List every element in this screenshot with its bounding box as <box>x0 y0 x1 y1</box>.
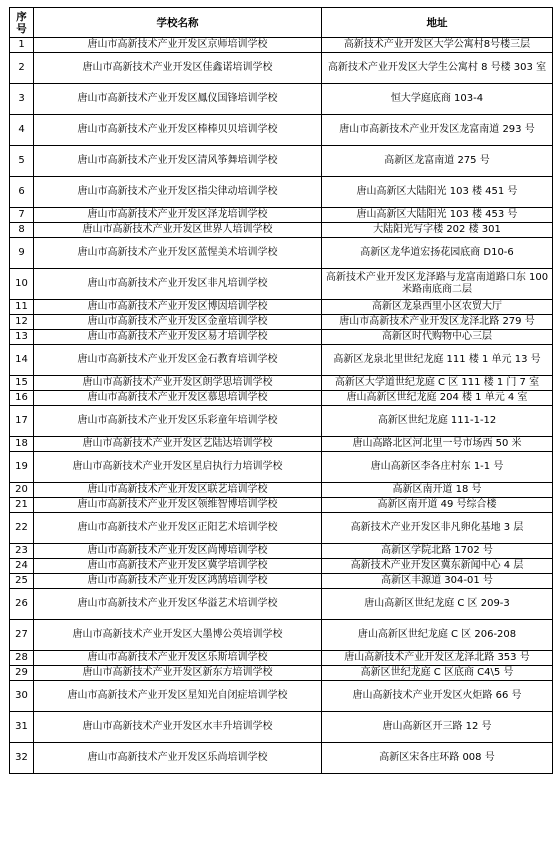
school-name-cell: 唐山市高新技术产业开发区乐斯培训学校 <box>34 651 322 666</box>
address-cell: 唐山高新区李各庄村东 1-1 号 <box>322 452 553 483</box>
row-number: 4 <box>10 115 34 146</box>
row-number: 2 <box>10 53 34 84</box>
table-row <box>10 53 553 84</box>
address-cell: 高新区大学道世纪龙庭 C 区 111 楼 1 门 7 室 <box>322 376 553 391</box>
header-no: 序号 <box>10 8 34 38</box>
school-name-cell: 唐山市高新技术产业开发区朗学思培训学校 <box>34 376 322 391</box>
row-number: 22 <box>10 513 34 544</box>
row-number: 10 <box>10 269 34 300</box>
school-name-cell: 唐山市高新技术产业开发区慕思培训学校 <box>34 391 322 406</box>
address-cell: 唐山市高新技术产业开发区龙富南道 293 号 <box>322 115 553 146</box>
school-name-cell: 唐山市高新技术产业开发区星启执行力培训学校 <box>34 452 322 483</box>
school-name-cell: 唐山市高新技术产业开发区正阳艺术培训学校 <box>34 513 322 544</box>
school-name-cell: 唐山市高新技术产业开发区水丰升培训学校 <box>34 712 322 743</box>
row-number: 11 <box>10 300 34 315</box>
table-row <box>10 146 553 177</box>
school-name-cell: 唐山市高新技术产业开发区乐尚培训学校 <box>34 743 322 774</box>
address-cell: 高新区丰源道 304-01 号 <box>322 574 553 589</box>
row-number: 28 <box>10 651 34 666</box>
address-cell: 高新技术产业开发区龙泽路与龙富南道路口东 100 米路南底商二层 <box>322 269 553 300</box>
address-cell: 高新区南开道 18 号 <box>322 483 553 498</box>
table-row <box>10 269 553 300</box>
row-number: 9 <box>10 238 34 269</box>
school-name-cell: 唐山市高新技术产业开发区京师培训学校 <box>34 38 322 53</box>
row-number: 7 <box>10 208 34 223</box>
table-row <box>10 712 553 743</box>
address-cell: 恒大学庭底商 103-4 <box>322 84 553 115</box>
school-name-cell: 唐山市高新技术产业开发区金石教育培训学校 <box>34 345 322 376</box>
table-row <box>10 300 553 315</box>
school-name-cell: 唐山市高新技术产业开发区冀学培训学校 <box>34 559 322 574</box>
table-row <box>10 544 553 559</box>
table-row <box>10 376 553 391</box>
school-name-cell: 唐山市高新技术产业开发区领维智博培训学校 <box>34 498 322 513</box>
address-cell: 唐山高新技术产业开发区龙泽北路 353 号 <box>322 651 553 666</box>
school-name-cell: 唐山市高新技术产业开发区棒棒贝贝培训学校 <box>34 115 322 146</box>
address-cell: 高新区学院北路 1702 号 <box>322 544 553 559</box>
school-name-cell: 唐山市高新技术产业开发区乐彩童年培训学校 <box>34 406 322 437</box>
school-name-cell: 唐山市高新技术产业开发区博因培训学校 <box>34 300 322 315</box>
table-row <box>10 483 553 498</box>
table-row <box>10 743 553 774</box>
school-name-cell: 唐山市高新技术产业开发区非凡培训学校 <box>34 269 322 300</box>
school-name-cell: 唐山市高新技术产业开发区尚博培训学校 <box>34 544 322 559</box>
school-name-cell: 唐山市高新技术产业开发区新东方培训学校 <box>34 666 322 681</box>
table-row <box>10 330 553 345</box>
address-cell: 唐山高路北区河北里一号市场西 50 米 <box>322 437 553 452</box>
school-name-cell: 唐山市高新技术产业开发区蓝惺美术培训学校 <box>34 238 322 269</box>
row-number: 27 <box>10 620 34 651</box>
school-name-cell: 唐山市高新技术产业开发区鸿鹄培训学校 <box>34 574 322 589</box>
row-number: 3 <box>10 84 34 115</box>
address-cell: 唐山高新区世纪龙庭 204 楼 1 单元 4 室 <box>322 391 553 406</box>
address-cell: 高新区世纪龙庭 C 区底商 C4\5 号 <box>322 666 553 681</box>
table-row <box>10 559 553 574</box>
row-number: 24 <box>10 559 34 574</box>
address-cell: 高新区世纪龙庭 111-1-12 <box>322 406 553 437</box>
table-header-row <box>10 8 553 38</box>
address-cell: 唐山高新技术产业开发区火炬路 66 号 <box>322 681 553 712</box>
school-name-cell: 唐山市高新技术产业开发区易才培训学校 <box>34 330 322 345</box>
table-row <box>10 620 553 651</box>
row-number: 15 <box>10 376 34 391</box>
row-number: 18 <box>10 437 34 452</box>
address-cell: 高新区龙富南道 275 号 <box>322 146 553 177</box>
address-cell: 高新区龙泉北里世纪龙庭 111 楼 1 单元 13 号 <box>322 345 553 376</box>
table-row <box>10 391 553 406</box>
school-name-cell: 唐山市高新技术产业开发区佳鑫诺培训学校 <box>34 53 322 84</box>
row-number: 32 <box>10 743 34 774</box>
table-row <box>10 223 553 238</box>
address-cell: 唐山高新区开三路 12 号 <box>322 712 553 743</box>
row-number: 12 <box>10 315 34 330</box>
row-number: 26 <box>10 589 34 620</box>
row-number: 13 <box>10 330 34 345</box>
table-row <box>10 345 553 376</box>
school-table <box>9 7 553 774</box>
row-number: 23 <box>10 544 34 559</box>
table-row <box>10 38 553 53</box>
table-row <box>10 574 553 589</box>
school-name-cell: 唐山市高新技术产业开发区清风筝舞培训学校 <box>34 146 322 177</box>
address-cell: 高新技术产业开发区大学公寓村8号楼三层 <box>322 38 553 53</box>
row-number: 25 <box>10 574 34 589</box>
row-number: 31 <box>10 712 34 743</box>
row-number: 29 <box>10 666 34 681</box>
address-cell: 高新技术产业开发区大学生公寓村 8 号楼 303 室 <box>322 53 553 84</box>
table-row <box>10 84 553 115</box>
row-number: 19 <box>10 452 34 483</box>
school-name-cell: 唐山市高新技术产业开发区世界人培训学校 <box>34 223 322 238</box>
school-name-cell: 唐山市高新技术产业开发区联艺培训学校 <box>34 483 322 498</box>
address-cell: 唐山高新区世纪龙庭 C 区 209-3 <box>322 589 553 620</box>
table-row <box>10 651 553 666</box>
school-name-cell: 唐山市高新技术产业开发区金童培训学校 <box>34 315 322 330</box>
table-row <box>10 177 553 208</box>
row-number: 20 <box>10 483 34 498</box>
table-row <box>10 681 553 712</box>
school-name-cell: 唐山市高新技术产业开发区大墨博公英培训学校 <box>34 620 322 651</box>
table-row <box>10 208 553 223</box>
school-name-cell: 唐山市高新技术产业开发区华溢艺术培训学校 <box>34 589 322 620</box>
address-cell: 高新区龙华道宏扬花园底商 D10-6 <box>322 238 553 269</box>
table-row <box>10 666 553 681</box>
header-address: 地址 <box>322 8 553 38</box>
school-name-cell: 唐山市高新技术产业开发区指尖律动培训学校 <box>34 177 322 208</box>
address-cell: 高新区南开道 49 号综合楼 <box>322 498 553 513</box>
address-cell: 唐山高新区大陆阳光 103 楼 453 号 <box>322 208 553 223</box>
table-row <box>10 115 553 146</box>
row-number: 8 <box>10 223 34 238</box>
address-cell: 高新技术产业开发区非凡卵化基地 3 层 <box>322 513 553 544</box>
row-number: 30 <box>10 681 34 712</box>
row-number: 21 <box>10 498 34 513</box>
school-table-container <box>9 7 552 774</box>
row-number: 17 <box>10 406 34 437</box>
address-cell: 大陆阳光写字楼 202 楼 301 <box>322 223 553 238</box>
address-cell: 高新技术产业开发区冀东新闻中心 4 层 <box>322 559 553 574</box>
row-number: 1 <box>10 38 34 53</box>
table-row <box>10 406 553 437</box>
table-row <box>10 452 553 483</box>
table-row <box>10 437 553 452</box>
address-cell: 唐山高新区大陆阳光 103 楼 451 号 <box>322 177 553 208</box>
school-name-cell: 唐山市高新技术产业开发区艺陆达培训学校 <box>34 437 322 452</box>
table-row <box>10 589 553 620</box>
table-body <box>10 38 553 774</box>
address-cell: 唐山市高新技术产业开发区龙泽北路 279 号 <box>322 315 553 330</box>
row-number: 14 <box>10 345 34 376</box>
row-number: 5 <box>10 146 34 177</box>
address-cell: 高新区宋各庄环路 008 号 <box>322 743 553 774</box>
address-cell: 唐山高新区世纪龙庭 C 区 206-208 <box>322 620 553 651</box>
table-row <box>10 315 553 330</box>
school-name-cell: 唐山市高新技术产业开发区星知光自闭症培训学校 <box>34 681 322 712</box>
table-row <box>10 513 553 544</box>
address-cell: 高新区龙泉西里小区农贸大厅 <box>322 300 553 315</box>
header-school-name: 学校名称 <box>34 8 322 38</box>
table-row <box>10 498 553 513</box>
row-number: 6 <box>10 177 34 208</box>
row-number: 16 <box>10 391 34 406</box>
school-name-cell: 唐山市高新技术产业开发区泽龙培训学校 <box>34 208 322 223</box>
address-cell: 高新区时代购物中心三层 <box>322 330 553 345</box>
school-name-cell: 唐山市高新技术产业开发区鳳仪国锋培训学校 <box>34 84 322 115</box>
table-row <box>10 238 553 269</box>
